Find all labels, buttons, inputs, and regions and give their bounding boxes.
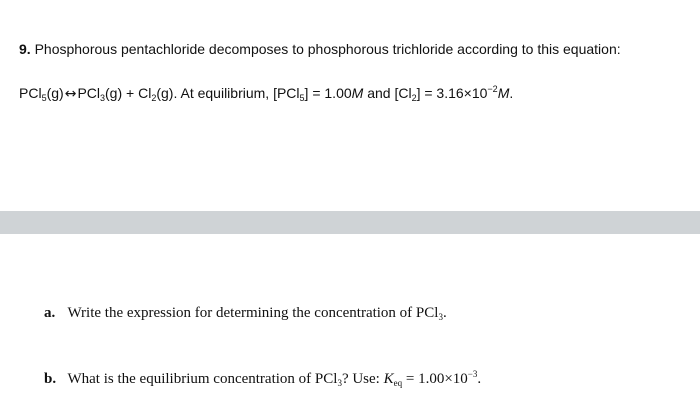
part-b-subscript: 3 (337, 378, 342, 388)
question-number: 9. (19, 41, 31, 57)
cl2-exponent: −2 (487, 84, 498, 94)
reactant-base: PCl (19, 85, 42, 101)
part-a-end: . (442, 305, 447, 321)
section-divider-band (0, 211, 700, 234)
pcl5-subscript: 5 (299, 93, 305, 103)
product2-subscript: 2 (151, 93, 157, 103)
equation-line (19, 82, 691, 105)
pcl5-value: ] = 1.00 (304, 85, 352, 101)
part-a-label: a. (44, 305, 56, 321)
question-9 (19, 39, 691, 105)
part-a-subscript: 3 (438, 312, 443, 322)
molar-unit: M (351, 85, 364, 101)
plus-sign: + (126, 85, 135, 101)
part-b-text2: ? Use: (341, 371, 384, 387)
reactant-formula (19, 85, 64, 101)
product1-base: PCl (77, 85, 100, 101)
product2-state: (g). (156, 85, 178, 101)
part-b (44, 371, 481, 388)
product1-subscript: 3 (100, 93, 106, 103)
part-b-label: b. (44, 371, 57, 387)
keq-value: = 1.00×10 (402, 371, 468, 387)
molar-unit-2: M (497, 85, 510, 101)
product1-state: (g) (105, 85, 123, 101)
keq-subscript: eq (393, 378, 403, 388)
question-intro-line (19, 39, 691, 59)
end-period: . (509, 85, 514, 101)
part-a-text: Write the expression for determining the concentration of PCl (67, 305, 439, 321)
part-b-end: . (477, 371, 482, 387)
equilibrium-text: At equilibrium, [PCl (180, 85, 300, 101)
keq-symbol: K (383, 371, 394, 387)
reactant-state: (g) (46, 85, 64, 101)
part-b-text: What is the equilibrium concentration of PCl (67, 371, 338, 387)
product2-base: Cl (138, 85, 152, 101)
product2-formula (138, 85, 177, 101)
reactant-subscript: 5 (41, 93, 47, 103)
cl2-value: ] = 3.16×10 (416, 85, 488, 101)
part-a (44, 305, 447, 322)
keq-exponent: −3 (467, 369, 478, 379)
question-intro: Phosphorous pentachloride decomposes to phosphorous trichloride according to this equation: (34, 41, 621, 57)
cl2-subscript: 2 (411, 93, 417, 103)
equilibrium-arrow-icon: ↔ (64, 86, 77, 102)
and-text: and [Cl (363, 85, 412, 101)
product1-formula (77, 85, 122, 101)
